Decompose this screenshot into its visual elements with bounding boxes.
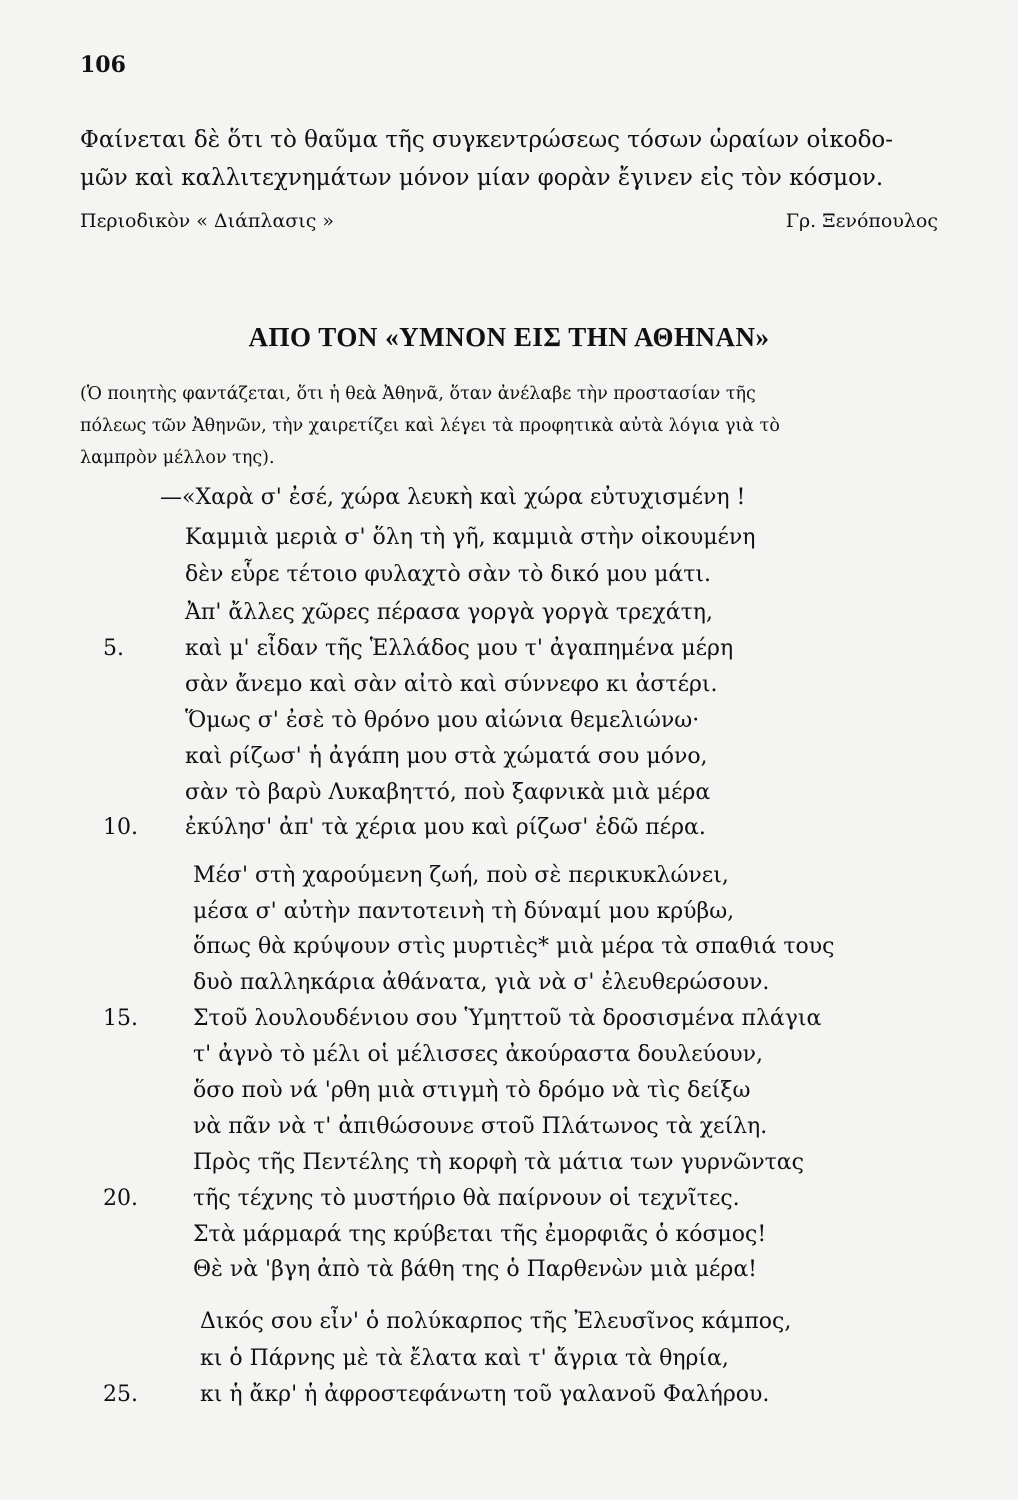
- verse-line: δὲν εὗρε τέτοιο φυλαχτὸ σὰν τὸ δικό μου μάτι.: [185, 562, 712, 587]
- source-publication: Περιοδικὸν « Διάπλασις »: [80, 210, 335, 232]
- line-number: 25.: [103, 1382, 138, 1407]
- verse-line: Ἀπ' ἄλλες χῶρες πέρασα γοργὰ γοργὰ τρεχάτη,: [185, 600, 713, 625]
- verse-line: μέσα σ' αὐτὴν παντοτεινὴ τὴ δύναμί μου κρύβω,: [193, 899, 735, 924]
- line-number: 10.: [103, 815, 138, 840]
- verse-line: ὅσο ποὺ νά 'ρθη μιὰ στιγμὴ τὸ δρόμο νὰ τὶς δείξω: [193, 1078, 751, 1103]
- verse-line: κι ἡ ἄκρ' ἡ ἀφροστεφάνωτη τοῦ γαλανοῦ Φαλήρου.: [200, 1382, 770, 1407]
- line-number: 20.: [103, 1186, 138, 1211]
- verse-line: τ' ἀγνὸ τὸ μέλι οἱ μέλισσες ἀκούραστα δουλεύουν,: [193, 1042, 763, 1067]
- preface-line: λαμπρὸν μέλλον της).: [80, 448, 275, 468]
- verse-line: ὅπως θὰ κρύψουν στὶς μυρτιὲς* μιὰ μέρα τὰ σπαθιά τους: [193, 934, 835, 959]
- verse-line: καὶ ρίζωσ' ἡ ἀγάπη μου στὰ χώματά σου μόνο,: [185, 744, 708, 769]
- verse-line: Στοῦ λουλουδένιου σου Ὑμηττοῦ τὰ δροσισμένα πλάγια: [193, 1006, 822, 1031]
- page-number: 106: [80, 52, 126, 78]
- line-number: 5.: [103, 636, 124, 661]
- verse-line: Μέσ' στὴ χαρούμενη ζωή, ποὺ σὲ περικυκλώνει,: [193, 863, 729, 888]
- verse-line: καὶ μ' εἶδαν τῆς Ἑλλάδος μου τ' ἀγαπημένα μέρη: [185, 636, 734, 661]
- line-number: 15.: [103, 1006, 138, 1031]
- verse-line: Θὲ νὰ 'βγη ἀπὸ τὰ βάθη της ὁ Παρθενὼν μιὰ μέρα!: [193, 1257, 758, 1282]
- verse-line: σὰν ἄνεμο καὶ σὰν αἰτὸ καὶ σύννεφο κι ἀστέρι.: [185, 672, 718, 697]
- preface-line: πόλεως τῶν Ἀθηνῶν, τὴν χαιρετίζει καὶ λέγει τὰ προφητικὰ αὐτὰ λόγια γιὰ τὸ: [80, 416, 780, 436]
- preface-line: (Ὁ ποιητὴς φαντάζεται, ὅτι ἡ θεὰ Ἀθηνᾶ, ὅταν ἀνέλαβε τὴν προστασίαν τῆς: [80, 384, 756, 404]
- verse-line: σὰν τὸ βαρὺ Λυκαβηττό, ποὺ ξαφνικὰ μιὰ μέρα: [185, 780, 711, 805]
- verse-line: κι ὁ Πάρνης μὲ τὰ ἔλατα καὶ τ' ἄγρια τὰ θηρία,: [200, 1346, 729, 1371]
- source-author: Γρ. Ξενόπουλος: [785, 210, 938, 232]
- verse-line: —«Χαρὰ σ' ἐσέ, χώρα λευκὴ καὶ χώρα εὐτυχισμένη !: [160, 485, 746, 510]
- verse-line: Ὅμως σ' ἐσὲ τὸ θρόνο μου αἰώνια θεμελιώνω·: [185, 708, 700, 733]
- verse-line: νὰ πᾶν νὰ τ' ἀπιθώσουνε στοῦ Πλάτωνος τὰ χείλη.: [193, 1114, 768, 1139]
- verse-line: Στὰ μάρμαρά της κρύβεται τῆς ἐμορφιᾶς ὁ κόσμος!: [193, 1222, 767, 1247]
- verse-line: Καμμιὰ μεριὰ σ' ὅλη τὴ γῆ, καμμιὰ στὴν οἰκουμένη: [185, 525, 756, 550]
- intro-line: Φαίνεται δὲ ὅτι τὸ θαῦμα τῆς συγκεντρώσεως τόσων ὡραίων οἰκοδο-: [80, 127, 894, 153]
- verse-line: Πρὸς τῆς Πεντέλης τὴ κορφὴ τὰ μάτια των γυρνῶντας: [193, 1150, 804, 1175]
- verse-line: τῆς τέχνης τὸ μυστήριο θὰ παίρνουν οἱ τεχνῖτες.: [193, 1186, 740, 1211]
- intro-line: μῶν καὶ καλλιτεχνημάτων μόνον μίαν φορὰν ἔγινεν εἰς τὸν κόσμον.: [80, 165, 884, 191]
- verse-line: ἐκύλησ' ἀπ' τὰ χέρια μου καὶ ρίζωσ' ἐδῶ πέρα.: [185, 815, 706, 840]
- verse-line: Δικός σου εἶν' ὁ πολύκαρπος τῆς Ἐλευσῖνος κάμπος,: [200, 1309, 792, 1334]
- poem-title: ΑΠΟ ΤΟΝ «ΥΜΝΟΝ ΕΙΣ ΤΗΝ ΑΘΗΝΑΝ»: [248, 322, 770, 352]
- verse-line: δυὸ παλληκάρια ἀθάνατα, γιὰ νὰ σ' ἐλευθερώσουν.: [193, 970, 770, 995]
